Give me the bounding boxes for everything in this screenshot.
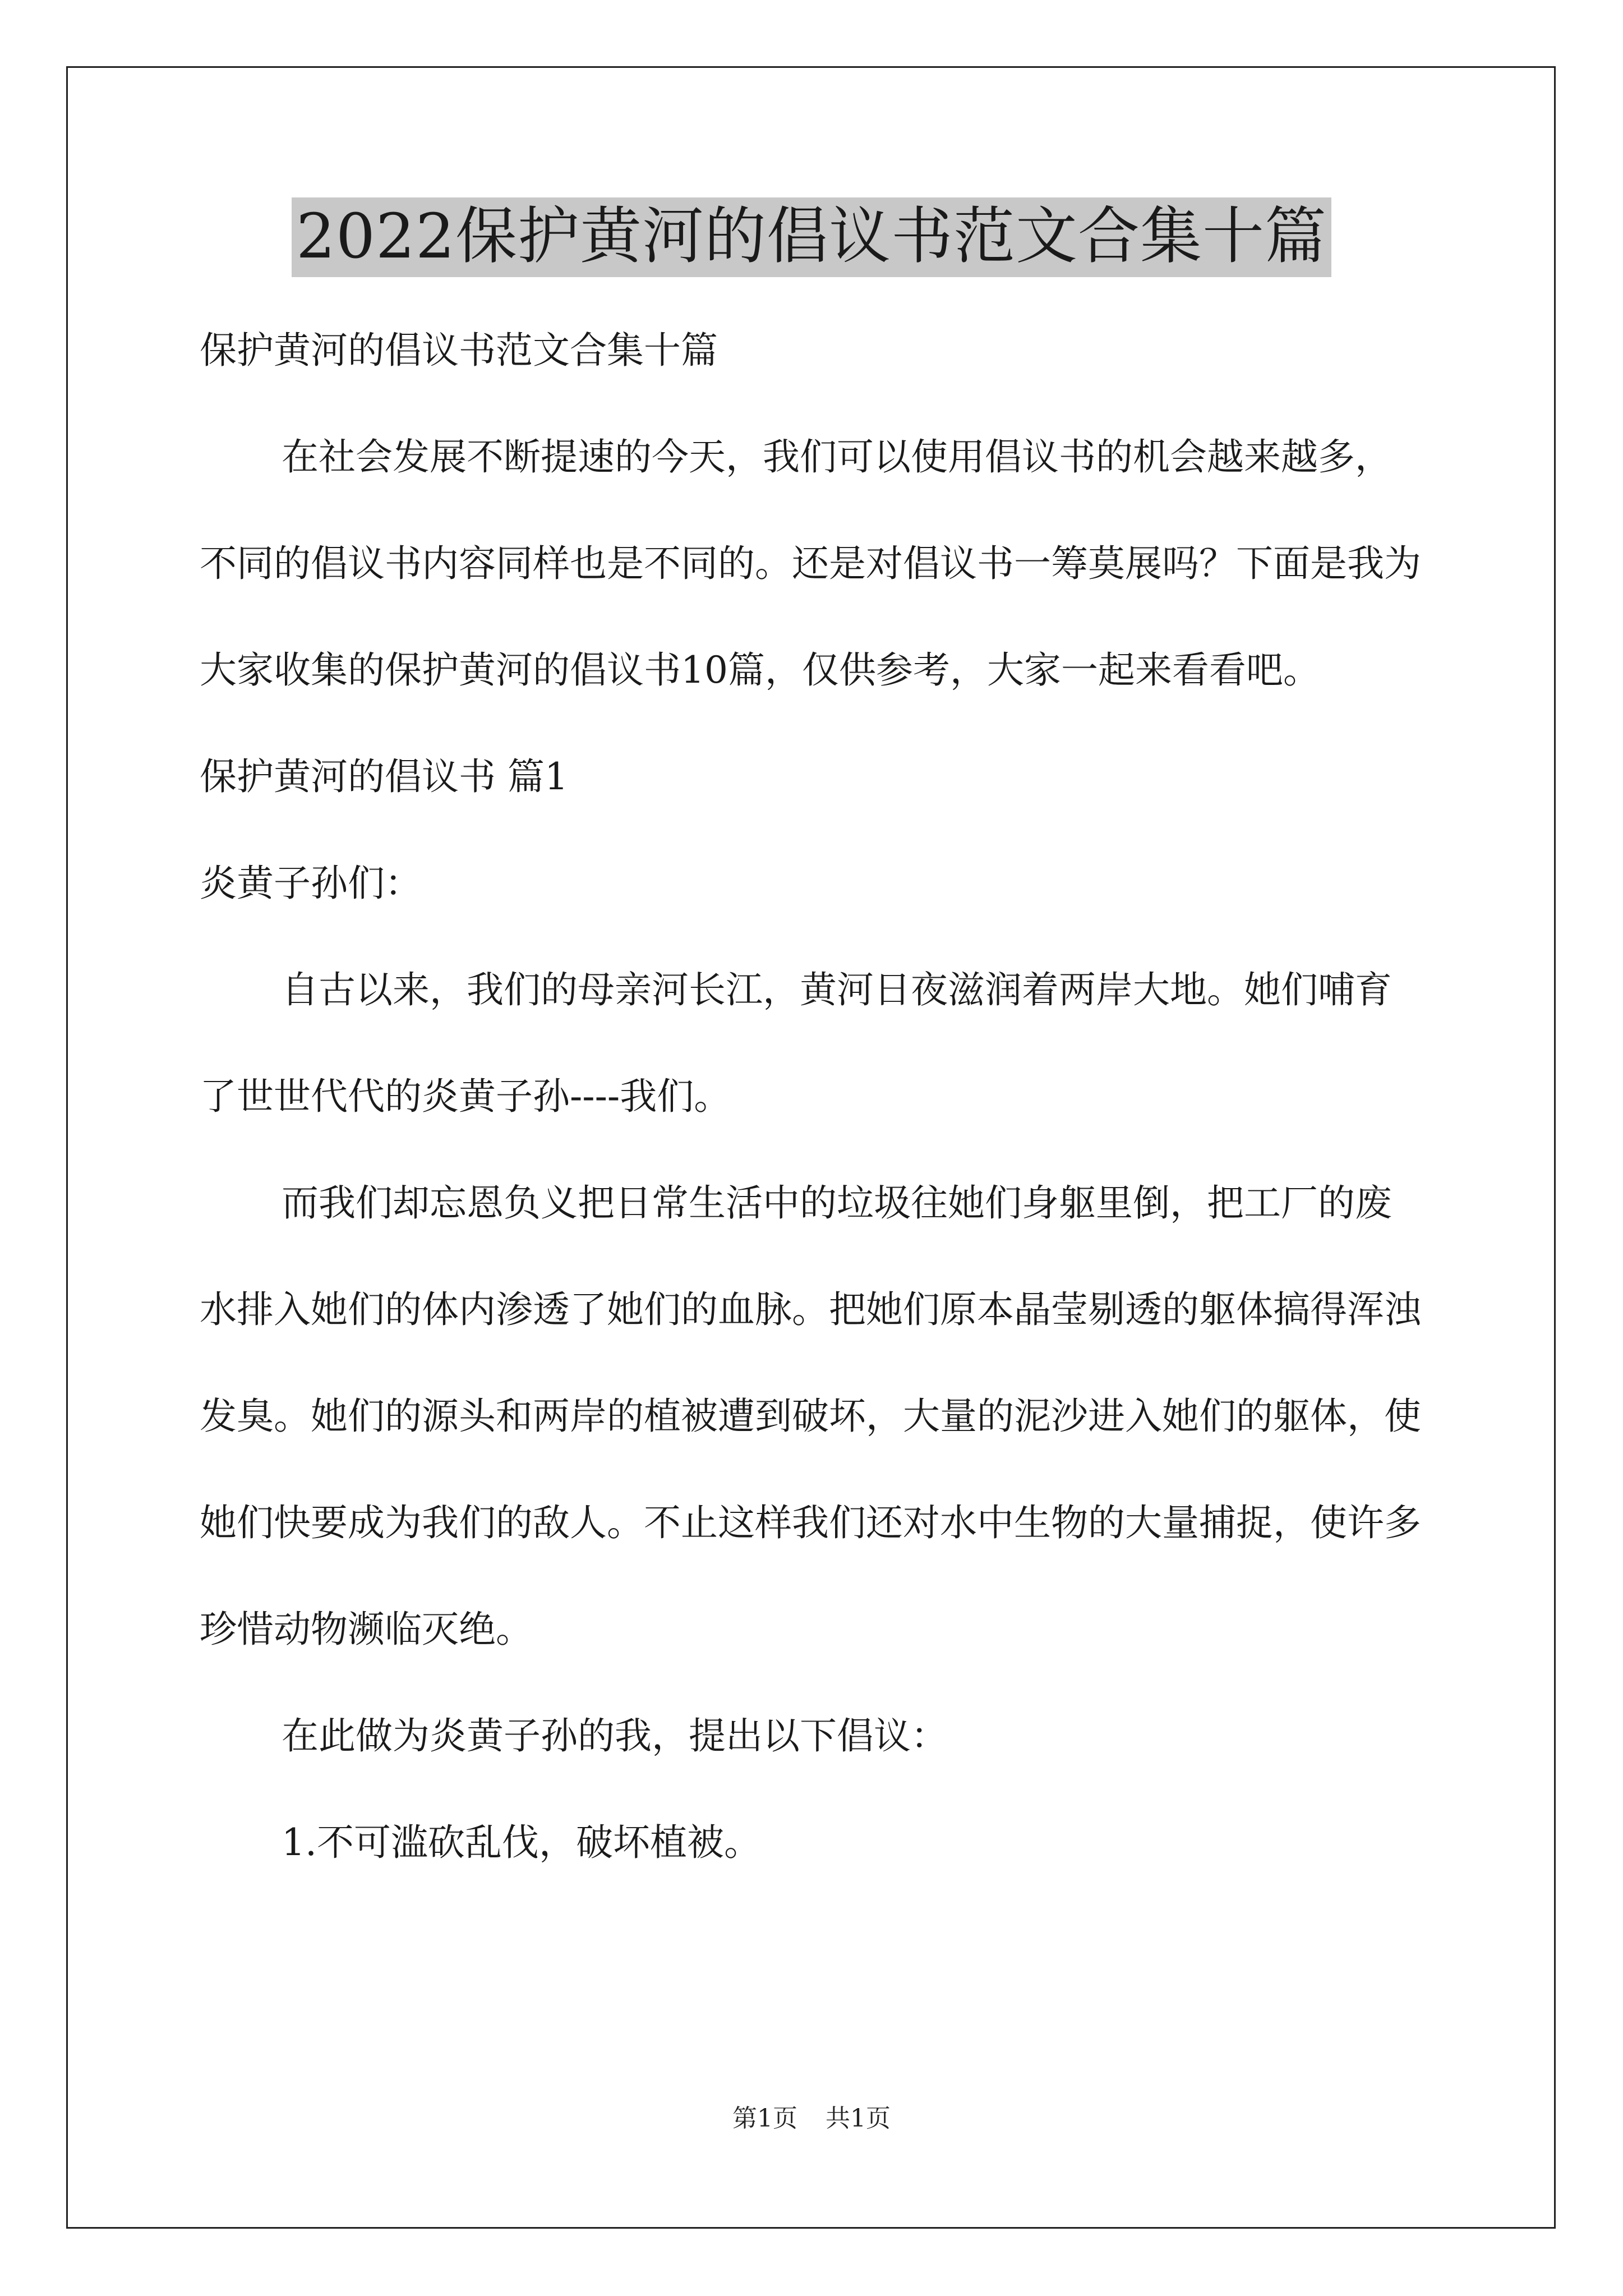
document-body (200, 297, 1428, 1896)
page-footer (0, 2098, 1623, 2134)
list-item: 1.不可滥砍乱伐，破坏植被。 (282, 1821, 761, 1864)
page-number-total: 共1页 (826, 2104, 891, 2133)
body-paragraph: 自古以来，我们的母亲河长江，黄河日夜滋润着两岸大地。她们哺育了世世代代的炎黄子孙----我们。 (200, 968, 1392, 1118)
salutation: 炎黄子孙们： (200, 862, 422, 905)
section-heading: 保护黄河的倡议书 篇1 (200, 755, 568, 798)
document-title-text: 2022保护黄河的倡议书范文合集十篇 (292, 197, 1331, 277)
page-number-current: 第1页 (732, 2104, 797, 2133)
document-subtitle: 保护黄河的倡议书范文合集十篇 (200, 329, 718, 372)
body-paragraph: 在此做为炎黄子孙的我，提出以下倡议： (282, 1714, 948, 1757)
intro-paragraph: 在社会发展不断提速的今天，我们可以使用倡议书的机会越来越多，不同的倡议书内容同样也是不同的。还是对倡议书一筹莫展吗？下面是我为大家收集的保护黄河的倡议书10篇，仅供参考，大家一起来看看吧。 (200, 435, 1421, 692)
document-title (0, 197, 1623, 277)
body-paragraph: 而我们却忘恩负义把日常生活中的垃圾往她们身躯里倒，把工厂的废水排入她们的体内渗透了她们的血脉。把她们原本晶莹剔透的躯体搞得浑浊发臭。她们的源头和两岸的植被遭到破坏，大量的泥沙进入她们的躯体，使她们快要成为我们的敌人。不止这样我们还对水中生物的大量捕捉，使许多珍惜动物濒临灭绝。 (200, 1181, 1421, 1651)
